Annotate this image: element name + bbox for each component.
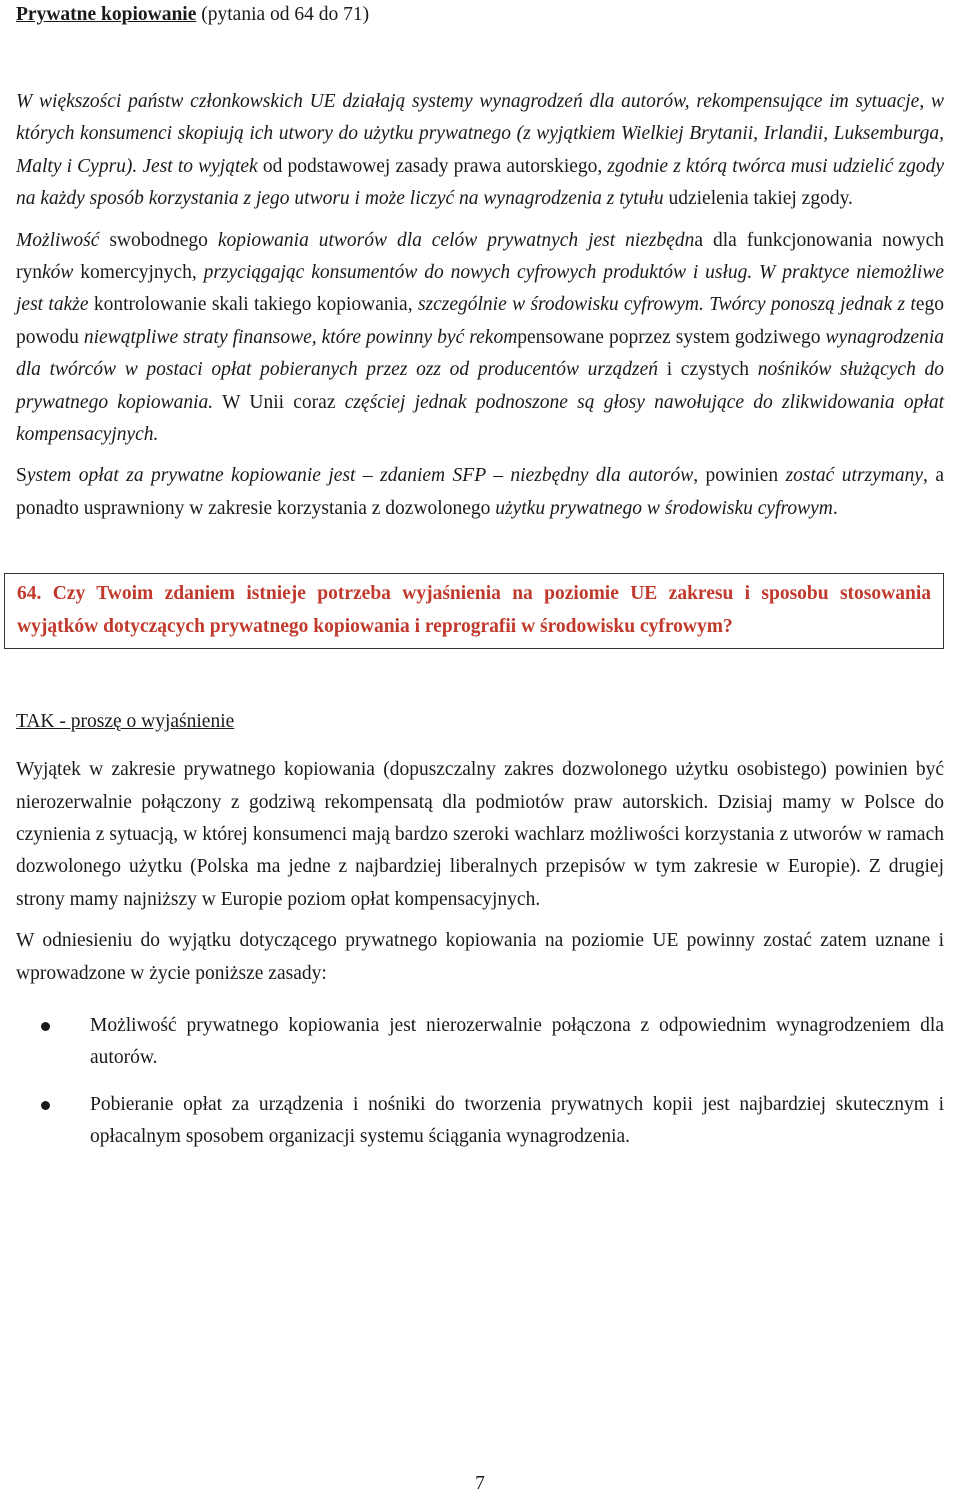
text-span: niewątpliwe straty finansowe, które powinny być rekom <box>83 326 518 348</box>
text-span: S <box>16 465 27 487</box>
text-span: komercyjnych, <box>73 262 204 284</box>
text-span: , powinien <box>693 465 786 487</box>
text-span: wynagrodzenia dla twórców w postaci opłat pobieranych przez ozz od producentów urządzeń <box>16 326 944 381</box>
list-item-text: Możliwość prywatnego kopiowania jest nierozerwalnie połączona z odpowiednim wynagrodzeniem dla autorów. <box>90 1014 944 1069</box>
text-span: a dla funkcjonowania nowych ryn <box>16 229 945 284</box>
text-span: szczególnie w środowisku cyfrowym. Twórcy ponoszą jednak z t <box>417 294 916 316</box>
text-span: ystem opłat za prywatne kopiowanie jest – zdaniem SFP – niezbędny dla autorów <box>26 465 694 487</box>
answer-paragraph-1: Wyjątek w zakresie prywatnego kopiowania (dopuszczalny zakres dozwolonego użytku osobistego) powinien być nierozerwalnie połączony z godziwą rekompensatą dla podmiotów praw autorskich. Dzisiaj mamy w Polsce do czynienia z sytuacją, w której konsumenci mają bardzo szeroki wachlarz możliwości korzystania z utworów w ramach dozwolonego użytku (Polska ma jedne z najbardziej liberalnych przepisów w tym zakresie w Europie). Z drugiej strony mamy najniższy w Europie poziom opłat kompensacyjnych. <box>16 759 944 910</box>
text-span: ków <box>42 262 74 284</box>
question-text: 64. Czy Twoim zdaniem istnieje potrzeba wyjaśnienia na poziomie UE zakresu i sposobu stosowania wyjątków dotyczących prywatnego kopiowania i reprografii w środowisku cyfrowym? <box>17 583 931 637</box>
text-span: zgodnie z którą twórca musi udzielić zgody na każdy sposób korzystania z jego utworu i może liczyć na wynagrodzenia z tytułu <box>16 155 945 210</box>
text-span: od podstawowej zasady prawa autorskiego, <box>257 155 608 177</box>
intro-paragraph-2 <box>16 225 944 452</box>
text-span: W większości państw członkowskich UE działają systemy wynagrodzeń dla autorów, rekompensujące im sytuacje, w których konsumenci skopiują ich utwory do użytku prywatnego (z wyjątkiem Wielkiej Brytanii, Irlandii, Luksemburga, Malty i Cypru). Jest to wyjątek <box>16 91 944 177</box>
page-number: 7 <box>475 1473 485 1494</box>
text-span: i czystych <box>658 359 758 381</box>
text-span: kontrolowanie skali takiego kopiowania, <box>88 294 418 316</box>
text-span: użytku prywatnego w środowisku cyfrowym <box>495 497 833 519</box>
text-span: Możliwość <box>16 229 100 251</box>
bullet-icon <box>41 1022 50 1031</box>
text-span: przyciągając konsumentów do nowych cyfrowych produktów i usług. W praktyce niemożliwe jest także <box>16 262 945 316</box>
text-span: udzielenia takiej zgody. <box>663 188 853 210</box>
document-page <box>16 0 944 1154</box>
text-span: kopiowania utworów dla celów prywatnych jest niezbędn <box>217 229 695 251</box>
text-span: częściej jednak podnoszone są głosy nawołujące do zlikwidowania opłat kompensacyjnych. <box>16 391 945 446</box>
list-item-text: Pobieranie opłat za urządzenia i nośniki do tworzenia prywatnych kopii jest najbardziej skutecznym i opłacalnym sposobem organizacji systemu ściągania wynagrodzenia. <box>90 1093 944 1148</box>
bullet-icon <box>41 1101 50 1110</box>
principles-list <box>16 1010 944 1154</box>
text-span: swobodnego <box>99 229 218 251</box>
intro-paragraph-1 <box>16 86 944 216</box>
intro-paragraph-3 <box>16 460 944 525</box>
answer-paragraph-2: W odniesieniu do wyjątku dotyczącego prywatnego kopiowania na poziomie UE powinny zostać zatem uznane i wprowadzone w życie poniższe zasady: <box>16 930 944 984</box>
text-span: pensowane poprzez system godziwego <box>517 326 826 348</box>
section-heading <box>16 0 944 28</box>
list-item <box>16 1010 944 1075</box>
text-span: ego powodu <box>16 294 944 348</box>
answer-label: TAK - proszę o wyjaśnienie <box>16 711 235 733</box>
text-span: . <box>832 497 838 519</box>
text-span: W Unii coraz <box>213 391 345 413</box>
text-span: zostać utrzymany <box>785 465 924 487</box>
text-span: nośników służących do prywatnego kopiowania. <box>16 359 944 413</box>
section-subtitle: (pytania od 64 do 71) <box>201 4 370 25</box>
section-title: Prywatne kopiowanie <box>16 4 197 25</box>
question-box <box>4 573 944 649</box>
list-item <box>16 1089 944 1154</box>
text-span: , a ponadto usprawniony w zakresie korzystania z dozwolonego <box>16 465 944 519</box>
